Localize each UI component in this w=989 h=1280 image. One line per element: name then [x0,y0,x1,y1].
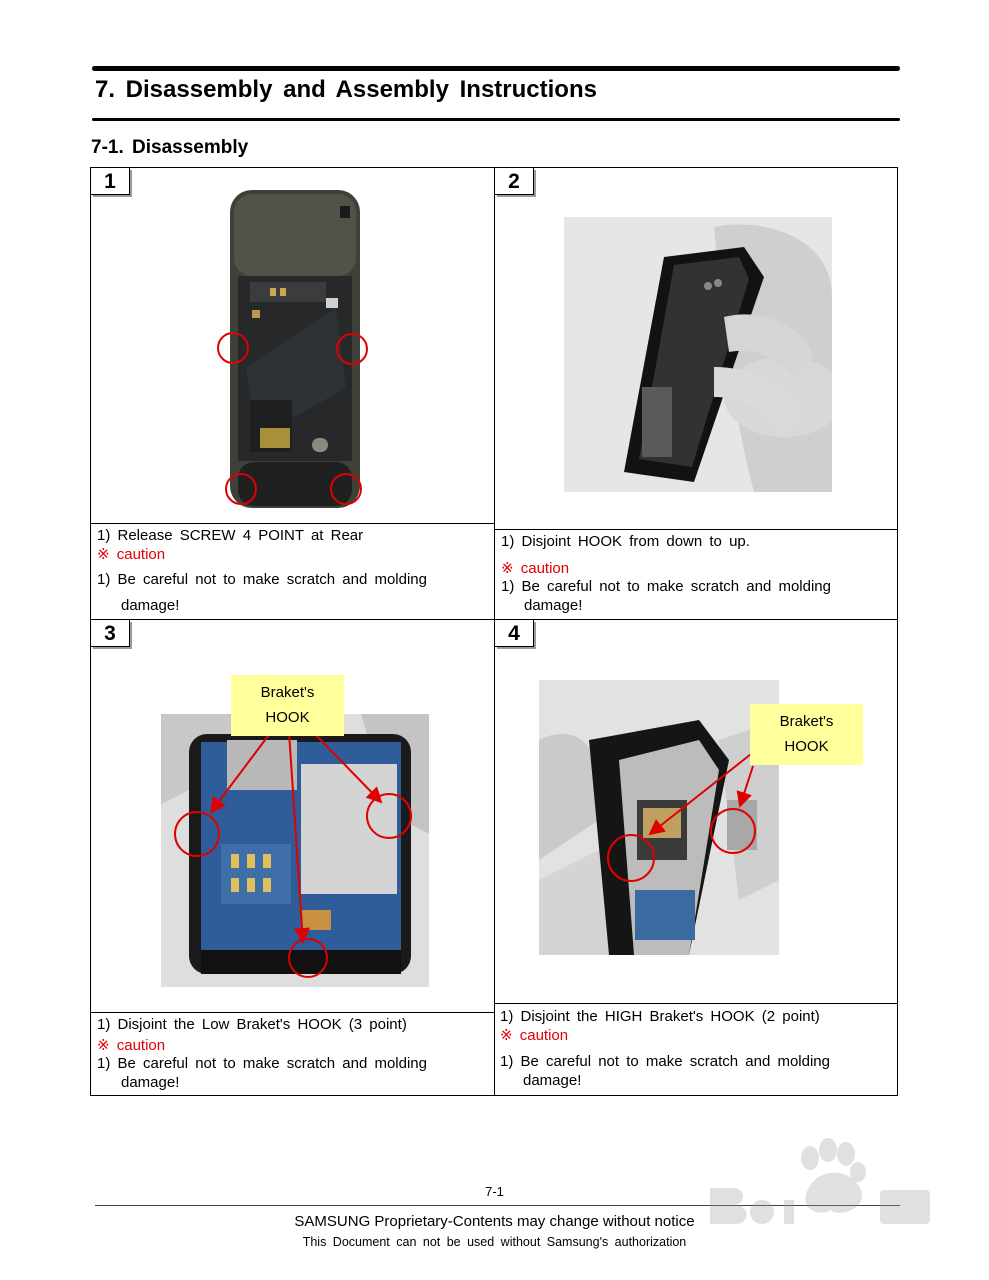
hook-marker-high-1 [608,835,654,881]
step-1-screw-markers [91,168,496,528]
step-4-caution-line-1: 1) Be careful not to make scratch and molding [500,1053,830,1070]
step-4-instruction: 1) Disjoint the HIGH Braket's HOOK (2 point) [500,1008,820,1025]
step-2-caution-line-1: 1) Be careful not to make scratch and molding [501,578,831,595]
hook-marker-2 [367,794,411,838]
screw-marker-2 [337,334,367,364]
step-4-markers [495,620,899,1000]
step-4-panel [494,619,898,1096]
step-1-caution-label: ※ caution [97,546,166,563]
step-1-number: 1 [91,168,130,195]
step-3-caution-line-1: 1) Be careful not to make scratch and molding [97,1055,427,1072]
step-4-callout [750,704,863,765]
title-underline [92,118,900,121]
step-3-text [91,1012,494,1095]
step-2-instruction: 1) Disjoint HOOK from down to up. [501,533,750,550]
step-3-callout-line-1: Braket's [260,684,315,701]
baidu-watermark-logo [700,1128,940,1243]
step-3-caution-line-2: damage! [121,1074,180,1091]
step-1-instruction: 1) Release SCREW 4 POINT at Rear [97,527,364,544]
step-2-photo [564,217,832,492]
step-1-text [91,523,494,619]
step-3-panel [90,619,495,1096]
step-1-caution-line-1: 1) Be careful not to make scratch and molding [97,571,427,588]
step-2-caution-line-2: damage! [524,597,583,614]
step-2-caution-label: ※ caution [501,560,570,577]
step-4-text [495,1003,897,1095]
screw-marker-3 [226,474,256,504]
hook-marker-1 [175,812,219,856]
page-number: 7-1 [485,1184,504,1199]
section-title: 7-1. Disassembly [91,137,249,158]
step-4-number: 4 [495,620,534,647]
screw-marker-4 [331,474,361,504]
screw-marker-1 [218,333,248,363]
step-3-instruction: 1) Disjoint the Low Braket's HOOK (3 point) [97,1016,407,1033]
step-3-callout-line-2: HOOK [265,709,310,726]
step-4-caution-line-2: damage! [523,1072,582,1089]
step-4-callout-line-2: HOOK [784,738,829,755]
step-3-callout [231,675,344,736]
step-1-panel [90,167,495,620]
footer-proprietary-notice: SAMSUNG Proprietary-Contents may change without notice [294,1213,695,1230]
step-2-panel [494,167,898,620]
step-4-caution-label: ※ caution [500,1027,569,1044]
step-4-callout-line-1: Braket's [779,713,834,730]
hook-marker-high-2 [711,809,755,853]
step-3-number: 3 [91,620,130,647]
footer-authorization-notice: This Document can not be used without Samsung's authorization [302,1235,687,1249]
top-rule [92,66,900,71]
step-2-text [495,529,897,619]
step-2-number: 2 [495,168,534,195]
hook-marker-3 [289,939,327,977]
step-1-caution-line-2: damage! [121,597,180,614]
step-3-caution-label: ※ caution [97,1037,166,1054]
chapter-title: 7. Disassembly and Assembly Instructions [95,76,597,103]
